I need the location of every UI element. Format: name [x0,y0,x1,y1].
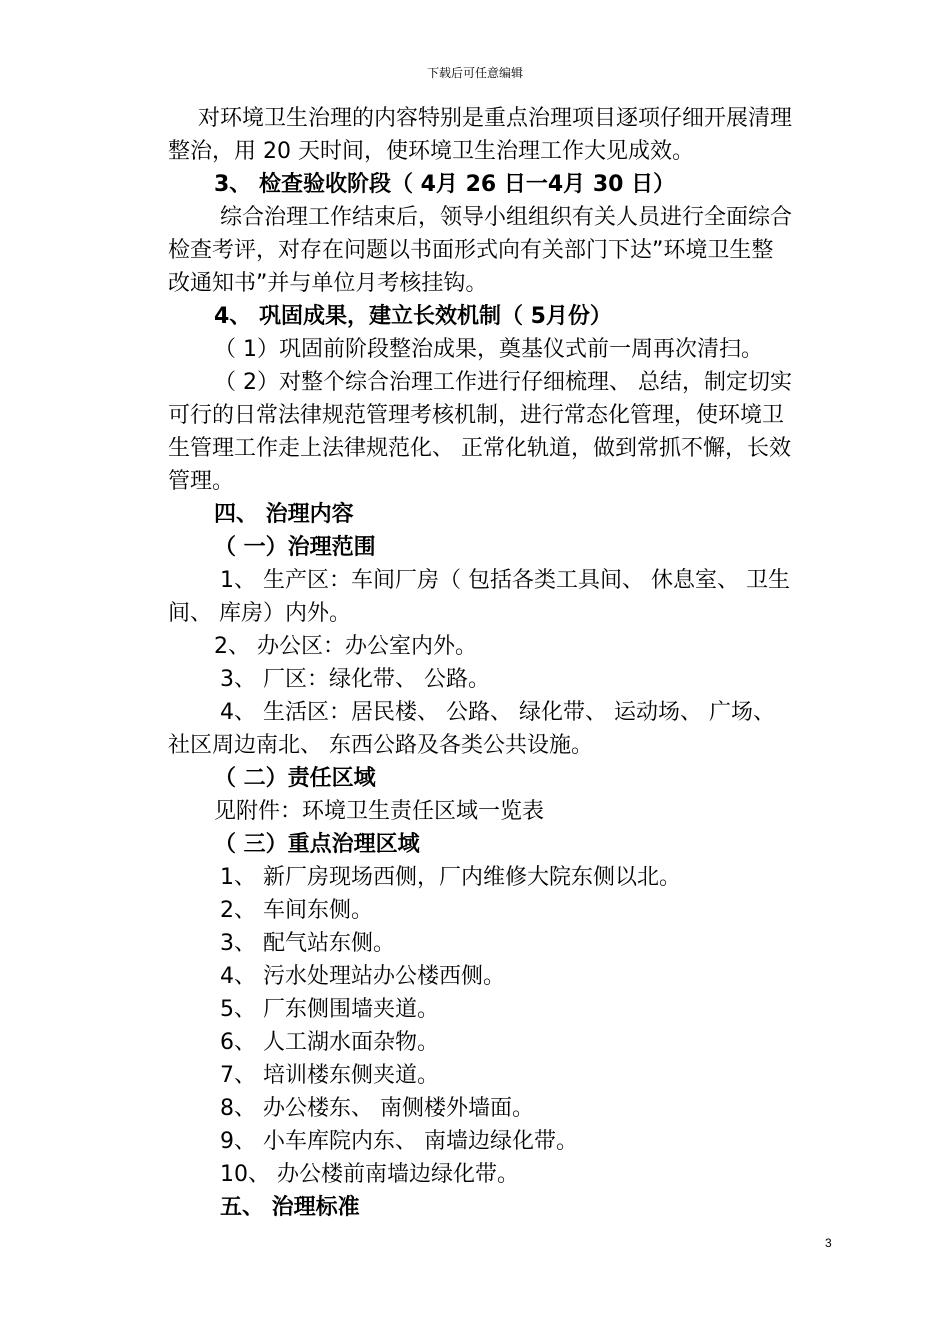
list-item: 3、 厂区：绿化带、 公路。 [220,667,490,692]
list-item: 6、 人工湖水面杂物。 [220,1030,439,1055]
section-heading: 4、 巩固成果，建立长效机制（ 5月份） [214,304,612,329]
paragraph-line: 间、 库房）内外。 [168,601,351,626]
list-item: 7、 培训楼东侧夹道。 [220,1063,439,1088]
list-item: 2、 车间东侧。 [220,898,373,923]
paragraph-line: 社区周边南北、 东西公路及各类公共设施。 [168,733,593,758]
paragraph-line: 综合治理工作结束后，领导小组组织有关人员进行全面综合 [220,205,793,230]
paragraph-line: 改通知书”并与单位月考核挂钩。 [168,271,488,296]
chapter-heading: 四、 治理内容 [214,502,354,527]
paragraph-line: （ 1）巩固前阶段整治成果，奠基仪式前一周再次清扫。 [214,337,763,362]
chapter-heading: 五、 治理标准 [220,1195,360,1220]
paragraph-line: 见附件：环境卫生责任区域一览表 [214,799,545,824]
list-item: 9、 小车库院内东、 南墙边绿化带。 [220,1129,578,1154]
section-heading: 3、 检查验收阶段（ 4月 26 日一4月 30 日） [214,172,676,197]
paragraph-line: 整治，用 20 天时间，使环境卫生治理工作大见成效。 [168,139,694,164]
list-item: 10、 办公楼前南墙边绿化带。 [220,1162,519,1187]
list-item: 4、 污水处理站办公楼西侧。 [220,964,505,989]
list-item: 3、 配气站东侧。 [220,931,395,956]
paragraph-line: 生管理工作走上法律规范化、 正常化轨道，做到常抓不懈，长效 [168,436,791,461]
subsection-heading: （ 三）重点治理区域 [214,832,420,857]
list-item: 2、 办公区：办公室内外。 [214,634,477,659]
list-item: 4、 生活区：居民楼、 公路、 绿化带、 运动场、 广场、 [220,700,775,725]
list-item: 1、 新厂房现场西侧，厂内维修大院东侧以北。 [220,865,681,890]
paragraph-line: （ 2）对整个综合治理工作进行仔细梳理、 总结，制定切实 [214,370,792,395]
page-header: 下载后可任意编辑 [426,66,523,80]
paragraph-line: 可行的日常法律规范管理考核机制，进行常态化管理，使环境卫 [168,403,785,428]
paragraph-line: 管理。 [168,469,235,494]
list-item: 8、 办公楼东、 南侧楼外墙面。 [220,1096,534,1121]
paragraph-line: 对环境卫生治理的内容特别是重点治理项目逐项仔细开展清理 [198,106,793,131]
page-number: 3 [825,1236,832,1250]
list-item: 5、 厂东侧围墙夹道。 [220,997,439,1022]
subsection-heading: （ 一）治理范围 [214,535,376,560]
subsection-heading: （ 二）责任区域 [214,766,376,791]
list-item: 1、 生产区：车间厂房（ 包括各类工具间、 休息室、 卫生 [220,568,790,593]
paragraph-line: 检查考评，对存在问题以书面形式向有关部门下达”环境卫生整 [168,238,774,263]
